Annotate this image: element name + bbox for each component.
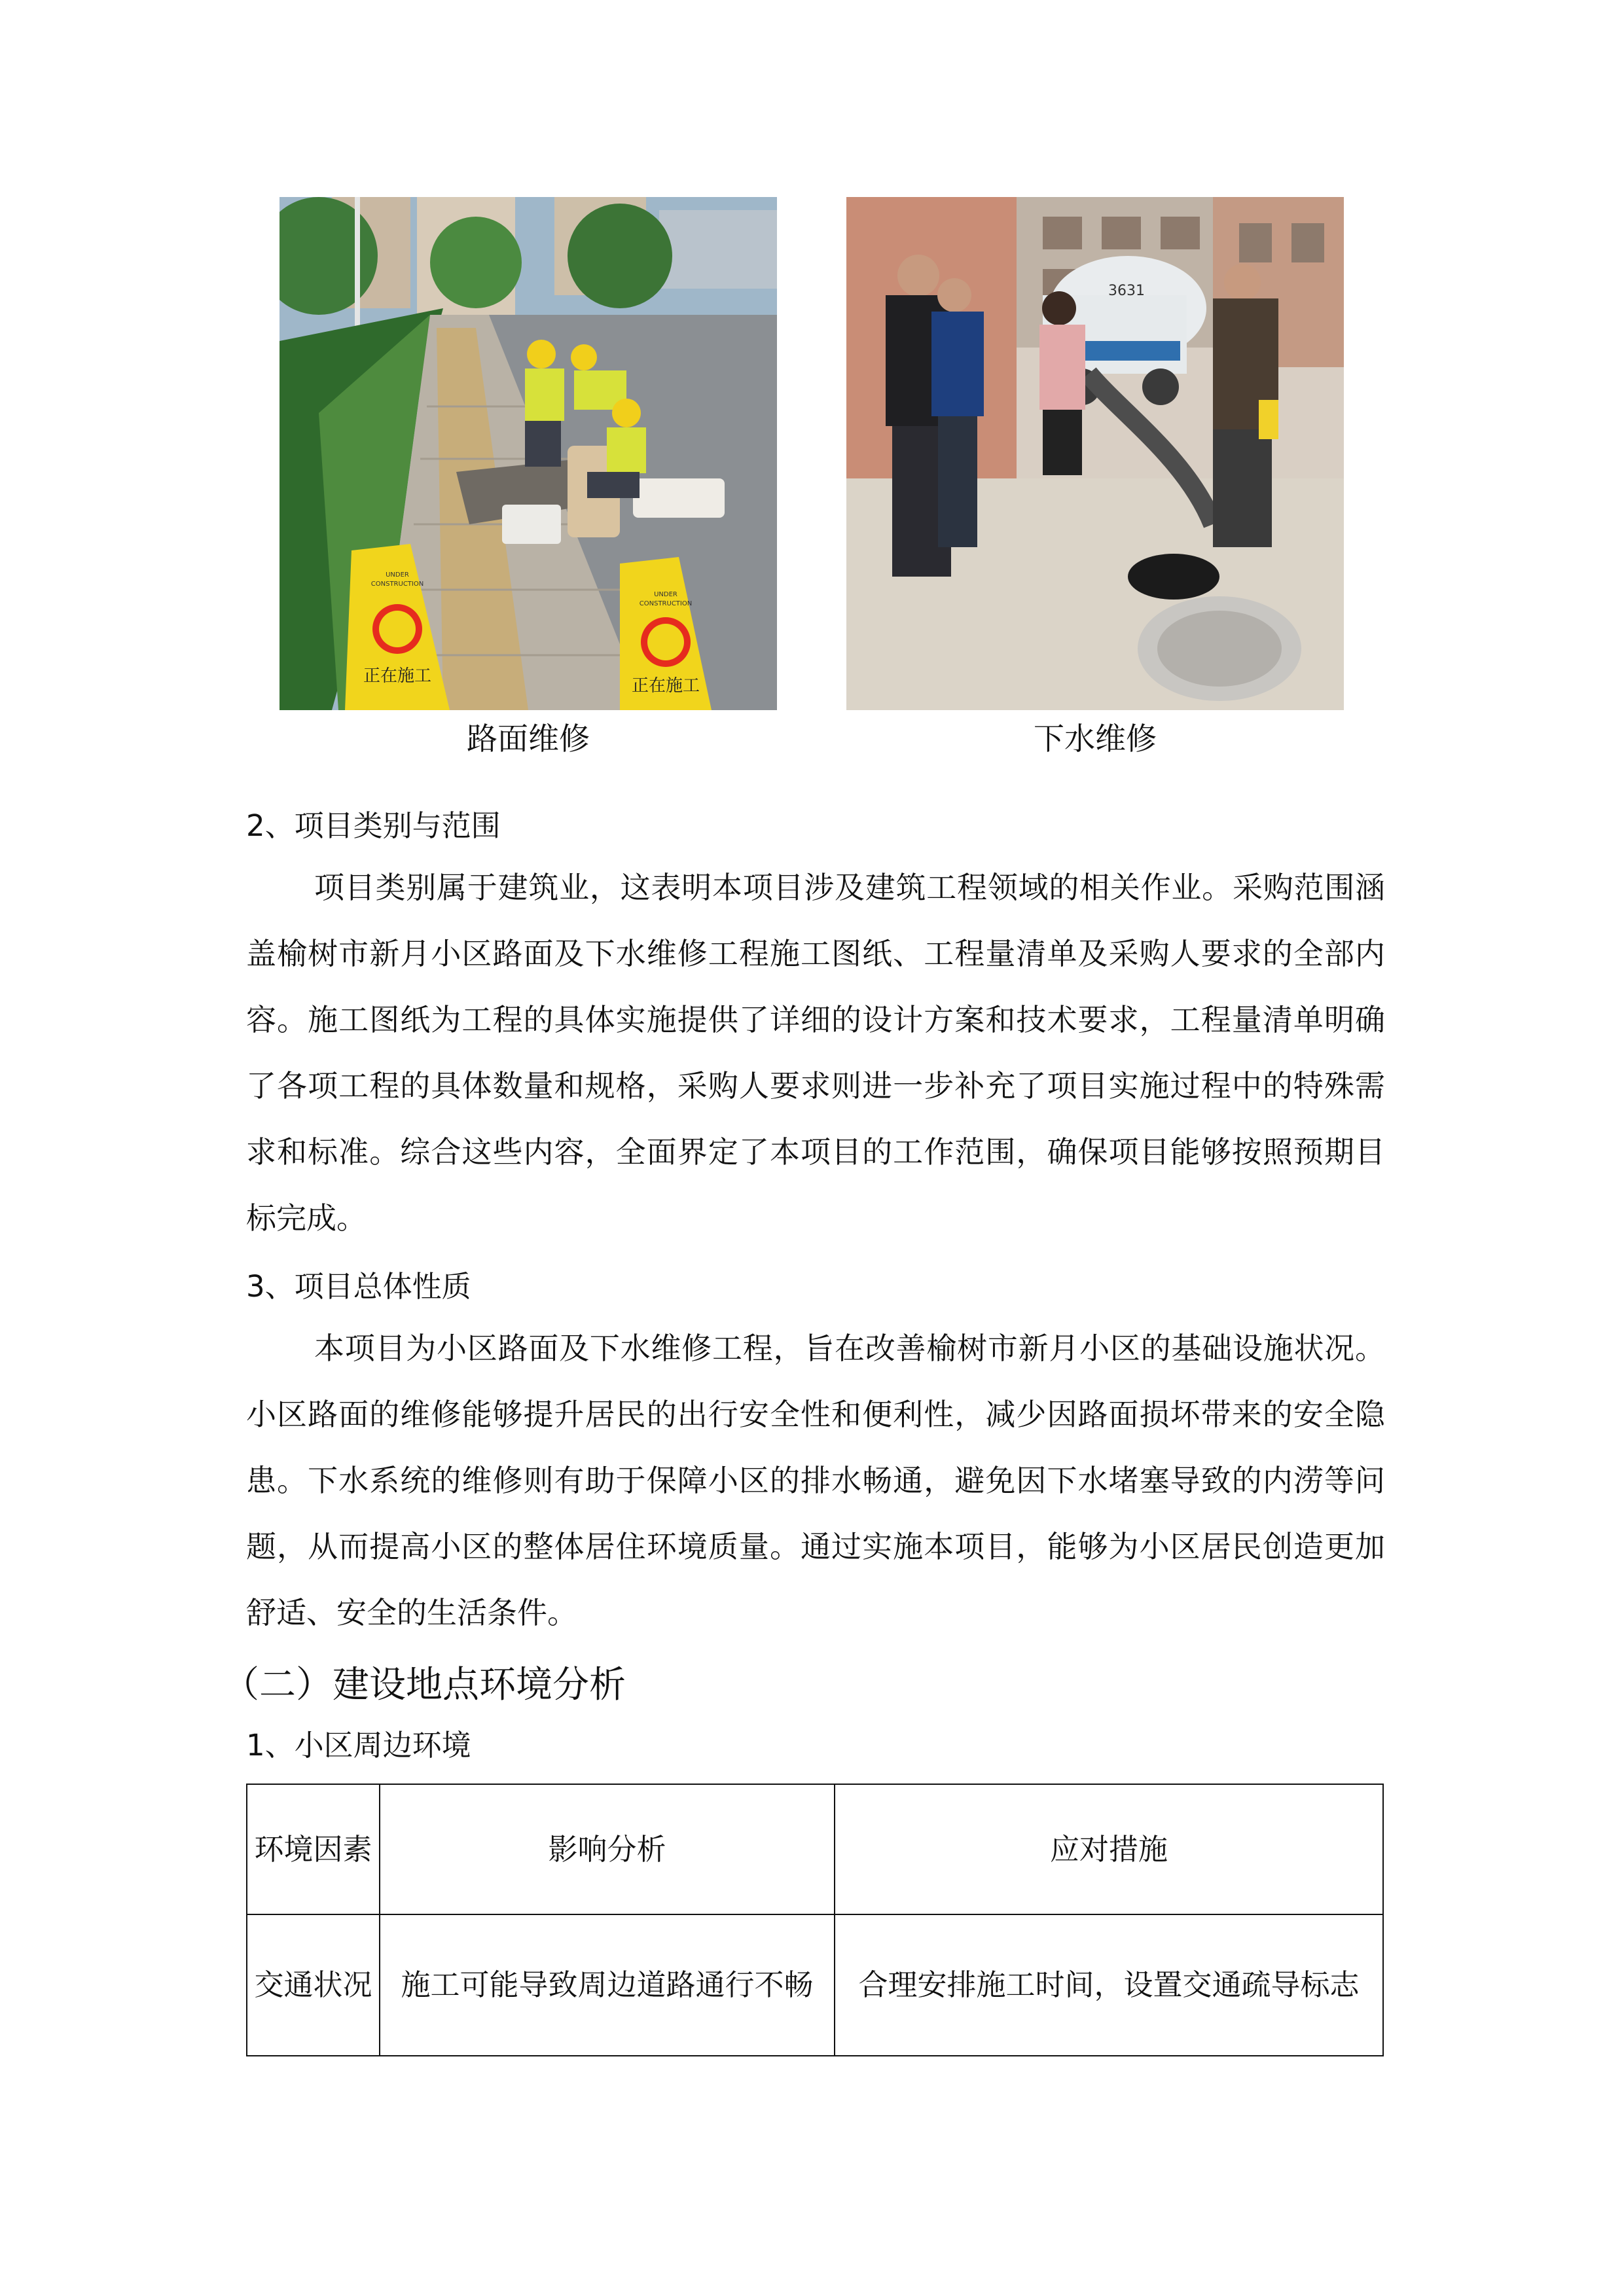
table-cell: 交通状况	[247, 1914, 380, 2056]
section-3-body: 本项目为小区路面及下水维修工程，旨在改善榆树市新月小区的基础设施状况。小区路面的维修能够提升居民的出行安全性和便利性，减少因路面损坏带来的安全隐患。下水系统的维修则有助于保障小区的排水畅通，避免因下水堵塞导致的内涝等问题，从而提高小区的整体居住环境质量。通过实施本项目，能够为小区居民创造更加舒适、安全的生活条件。	[246, 1331, 1385, 1630]
section-2-body: 项目类别属于建筑业，这表明本项目涉及建筑工程领域的相关作业。采购范围涵盖榆树市新月小区路面及下水维修工程施工图纸、工程量清单及采购人要求的全部内容。施工图纸为工程的具体实施提供了详细的设计方案和技术要求，工程量清单明确了各项工程的具体数量和规格，采购人要求则进一步补充了项目实施过程中的特殊需求和标准。综合这些内容，全面界定了本项目的工作范围，确保项目能够按照预期目标完成。	[246, 870, 1385, 1236]
sewer-repair-caption: 下水维修	[1034, 721, 1157, 757]
section-2-heading: 2、项目类别与范围	[246, 808, 501, 843]
svg-text:3631: 3631	[1108, 283, 1145, 299]
road-repair-photo	[280, 197, 777, 710]
table-header-cell: 应对措施	[835, 1784, 1383, 1914]
svg-text:CONSTRUCTION: CONSTRUCTION	[639, 600, 693, 607]
road-repair-caption: 路面维修	[467, 721, 590, 757]
environment-table	[246, 1784, 1384, 2056]
subsection-1-heading: 1、小区周边环境	[246, 1728, 471, 1763]
sewer-repair-photo	[846, 197, 1344, 710]
table-header-cell: 影响分析	[380, 1784, 835, 1914]
section-3-heading: 3、项目总体性质	[246, 1269, 471, 1304]
chapter-heading: （二）建设地点环境分析	[223, 1664, 626, 1706]
table-cell: 施工可能导致周边道路通行不畅	[380, 1914, 835, 2056]
svg-text:CONSTRUCTION: CONSTRUCTION	[370, 581, 424, 588]
table-header-cell: 环境因素	[247, 1784, 380, 1914]
svg-text:正在施工: 正在施工	[363, 666, 432, 686]
svg-text:UNDER: UNDER	[386, 571, 409, 579]
svg-text:正在施工: 正在施工	[631, 676, 700, 696]
table-row	[247, 1914, 1383, 2056]
svg-text:UNDER: UNDER	[654, 591, 677, 598]
table-cell: 合理安排施工时间，设置交通疏导标志	[835, 1914, 1383, 2056]
table-header-row	[247, 1784, 1383, 1914]
